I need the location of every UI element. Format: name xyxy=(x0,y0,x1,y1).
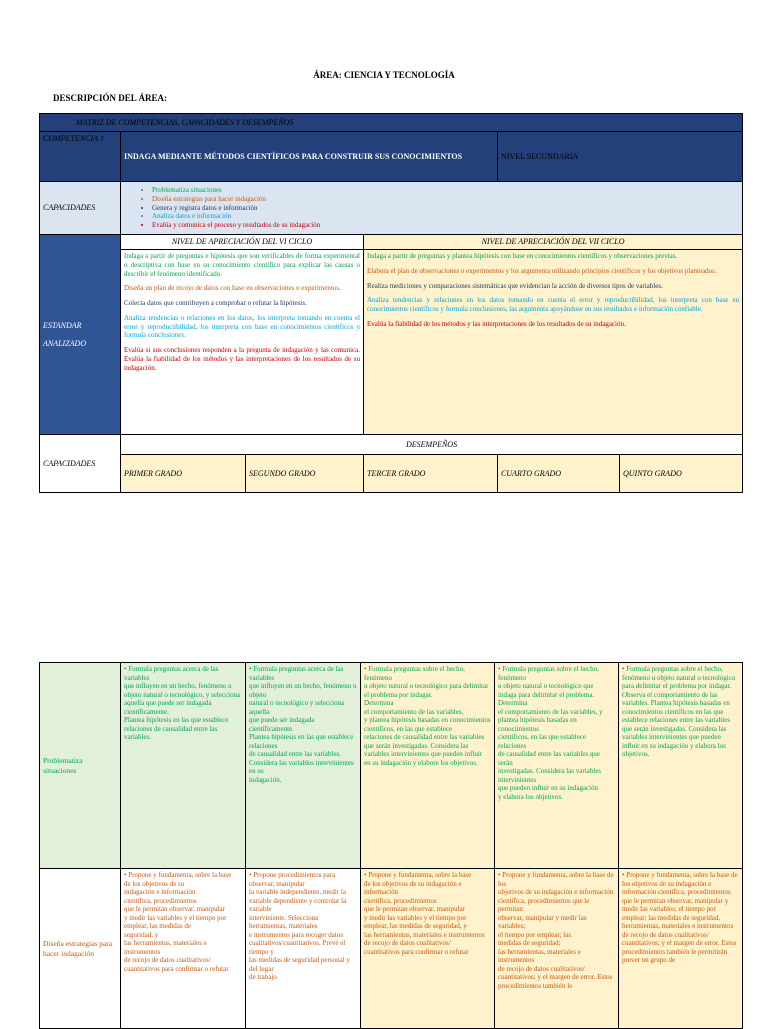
competencia-label: COMPETENCIA 1 xyxy=(40,132,121,182)
ciclo-vi-p3: Colecta datos que contribuyen a comprobar o refutar la hipótesis. xyxy=(124,299,307,307)
desempeno-cell: • Propone y fundamenta, sobre la base de los objetivos de su indagación e información científica, procedimientos que le permitan observar, manipular y medir las variables; el tiempo por emplear; las medidas de seguridad, herramientas, materiales e instrumentos de recojo de datos cualitativos/ cuantitativos; y el margen de error. Estos procedimientos también le permitirán prever un grupo de xyxy=(619,869,743,1029)
ciclo-vi-p1: Indaga a partir de preguntas e hipótesis que son verificables de forma experimental o descriptiva con base en su conocimiento científico para explicar las causas o describir el fenómeno identificado. xyxy=(124,252,360,278)
capacidad-item: • Problematiza situaciones xyxy=(152,186,739,195)
ciclo-vii-text xyxy=(364,250,743,435)
estandar-label-line2: ANALIZADO xyxy=(43,338,87,348)
table-row xyxy=(40,869,743,1029)
area-title: ÁREA: CIENCIA Y TECNOLOGÍA xyxy=(313,70,455,80)
capacidad-item: • Analiza datos e información xyxy=(152,212,739,221)
ciclo-vi-p2: Diseña un plan de recojo de datos con base en observaciones o experimentos. xyxy=(124,284,341,293)
grado-tercero: TERCER GRADO xyxy=(364,455,498,493)
ciclo-vii-p2: Elabora el plan de observaciones o experimentos y los argumenta utilizando principios científicos y los objetivos planteados. xyxy=(367,266,717,275)
ciclo-vi-title: NIVEL DE APRECIACIÓN DEL VI CICLO xyxy=(121,235,364,250)
ciclo-vi-text xyxy=(121,250,364,435)
capacidades-label: CAPACIDADES xyxy=(40,182,121,235)
ciclo-vii-p4: Analiza tendencias y relaciones en los datos tomando en cuenta el error y reproductibilidad, los interpreta con base en conocimientos científicos y formula conclusiones, las argumenta apoyándose en sus resultados e información confiable. xyxy=(367,296,740,313)
desempeno-cell: • Propone y fundamenta, sobre la base de los objetivos de su indagación e información científica, procedimientos que le permitan observar, manipular y medir las variables y el tiempo por emplear, las medidas de seguridad, y las herramientas, materiales e instrumentos de recojo de datos cualitativos/ cuantitativos para confirmar o refutar xyxy=(121,869,246,1029)
grado-cuarto: CUARTO GRADO xyxy=(498,455,620,493)
grado-segundo: SEGUNDO GRADO xyxy=(246,455,364,493)
desempenos-label: DESEMPEÑOS xyxy=(121,435,743,455)
ciclo-vi-p5: Evalúa si sus conclusiones responden a la pregunta de indagación y las comunica. Evalúa la fiabilidad de los métodos y las interpretaciones de los resultados de su indagación. xyxy=(124,346,360,372)
capacidades-label-2: CAPACIDADES xyxy=(40,435,121,493)
grado-quinto: QUINTO GRADO xyxy=(620,455,743,493)
competencia-text: INDAGA MEDIANTE MÉTODOS CIENTÍFICOS PARA CONSTRUIR SUS CONOCIMIENTOS xyxy=(121,132,498,182)
desempeno-cell: • Propone procedimientos para observar, manipular la variable independiente, medir la variable dependiente y controlar la variable interviniente. Selecciona herramientas, materiales e instrumentos para recoger datos cualitativos/cuantitativos. Prevé el tiempo y las medidas de seguridad personal y del lugar de trabajo. xyxy=(246,869,361,1029)
capacidad-item: • Genera y registra datos e información xyxy=(152,204,739,213)
row-label-disena: Diseña estrategias para hacer indagación xyxy=(40,869,121,1029)
matrix-title: MATRIZ DE COMPETENCIAS, CAPACIDADES Y DESEMPEÑOS xyxy=(40,114,743,132)
ciclo-vii-p3: Realiza mediciones y comparaciones sistemáticas que evidencian la acción de diversos tipos de variables. xyxy=(367,281,663,290)
competency-matrix-table xyxy=(39,113,743,493)
estandar-label xyxy=(40,235,121,435)
ciclo-vii-p5: Evalúa la fiabilidad de los métodos y las interpretaciones de los resultados de su indagación. xyxy=(367,319,626,328)
desempeno-cell: • Formula preguntas sobre el hecho, fenómeno u objeto natural o tecnológico para delimitar el problema por indagar. Determina el comportamiento de las variables, y plantea hipótesis basadas en conocimientos científicos, en las que establece relaciones de causalidad entre las variables que serán investigadas. Considera las variables intervinientes que pueden influir en su indagación y elabore los objetivos. xyxy=(361,663,495,869)
table-row xyxy=(40,663,743,869)
capacidades-list xyxy=(124,186,739,230)
capacidad-item: • Evalúa y comunica el proceso y resultados de su indagación xyxy=(152,221,739,230)
ciclo-vii-p1: Indaga a partir de preguntas y plantea hipótesis con base en conocimientos científicos y observaciones previas. xyxy=(367,252,678,260)
desempeno-cell: • Propone y fundamenta, sobre la base de los objetivos de su indagación e información científica, procedimientos que le permitan observar, manipular y medir las variables y el tiempo por emplear, las medidas de seguridad, y las herramientas, materiales e instrumentos de recojo de datos cualitativos/ cuantitativos para confirmar o refutar xyxy=(361,869,495,1029)
grado-primero: PRIMER GRADO xyxy=(121,455,246,493)
desempeno-cell: • Propone y fundamenta, sobre la base de los objetivos de su indagación e información científica, procedimientos que le permitan observar, manipular y medir las variables; el tiempo por emplear; las medidas de seguridad; las herramientas, materiales e instrumentos de recojo de datos cualitativos/ cuantitativos; y el margen de error. Estos procedimientos también le xyxy=(495,869,619,1029)
desempeno-cell: • Formula preguntas sobre el hecho, fenómeno u objeto natural o tecnológico para delimitar el problema por indagar. Observa el comportamiento de las variables. Plantea hipótesis basadas en conocimientos científicos en las que establece relaciones entre las variables que serán investigadas. Considera las variables intervinientes que pueden influir en su indagación y elabora los objetivos. xyxy=(619,663,743,869)
desempeno-cell: • Formula preguntas acerca de las variables que influyen en un hecho, fenómeno u objeto natural o tecnológico, y selecciona aquella que puede ser indagada científicamente. Plantea hipótesis en las que establece relaciones de causalidad entre las variables. xyxy=(121,663,246,869)
desempenos-table xyxy=(39,662,743,1029)
desempeno-cell: • Formula preguntas acerca de las variables que influyen en un hecho, fenómeno u objeto natural o tecnológico y selecciona aquella que puede ser indagada científicamente. Plantea hipótesis en las que establece relaciones de causalidad entre las variables. Considera las variables intervinientes en su indagación. xyxy=(246,663,361,869)
capacidad-item: • Diseña estrategias para hacer indagación xyxy=(152,195,739,204)
capacidades-list-cell xyxy=(121,182,743,235)
desempeno-cell: • Formula preguntas sobre el hecho, fenómeno u objeto natural o tecnológico que indaga para delimitar el problema. Determina el comportamiento de las variables, y plantea hipótesis basadas en conocimientos científicos, en las que establece relaciones de causalidad entre las variables que serán investigadas. Considera las variables intervinientes que pueden influir en su indagación y elabora los objetivos. xyxy=(495,663,619,869)
nivel-label: NIVEL SECUNDARIA xyxy=(498,132,743,182)
row-label-problematiza: Problematiza situaciones xyxy=(40,663,121,869)
ciclo-vi-p4: Analiza tendencias o relaciones en los datos, los interpreta tomando en cuenta el error y reproductibilidad, los interpreta con base en conocimientos científicos y formula conclusiones. xyxy=(124,313,360,340)
area-description-label: DESCRIPCIÓN DEL ÁREA: xyxy=(53,93,168,103)
ciclo-vii-title: NIVEL DE APRECIACIÓN DEL VII CICLO xyxy=(364,235,743,250)
estandar-label-line1: ESTANDAR xyxy=(43,320,82,330)
